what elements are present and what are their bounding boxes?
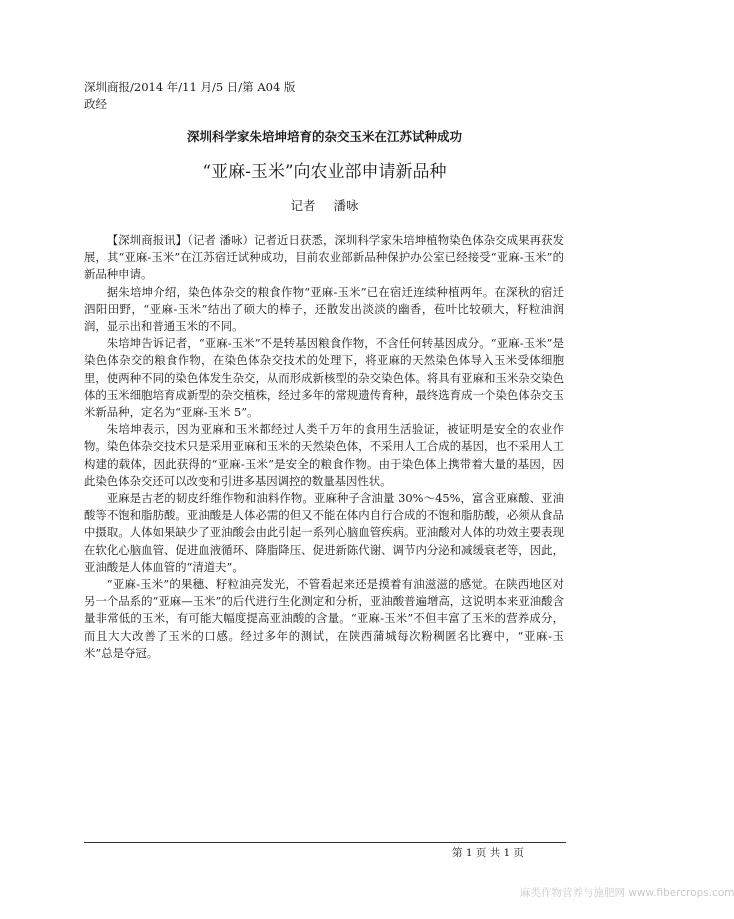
site-watermark: 麻类作物营养与施肥网 www.fibercrops.com bbox=[520, 887, 734, 899]
footer-divider bbox=[84, 842, 566, 843]
article-title: “亚麻-玉米”向农业部申请新品种 bbox=[202, 162, 447, 182]
paragraph: 据朱培坤介绍，染色体杂交的粮食作物“亚麻-玉米”已在宿迁连续种植两年。在深秋的宿迁泗阳田野，“亚麻-玉米”结出了硕大的棒子，还散发出淡淡的幽香，苞叶比较硕大，籽粒油润润，显示出和普通玉米的不同。 bbox=[84, 284, 564, 334]
paragraph: 朱培坤表示，因为亚麻和玉米都经过人类千万年的食用生活验证，被证明是安全的农业作物。染色体杂交技术只是采用亚麻和玉米的天然染色体，不采用人工合成的基因，也不采用人工构建的载体，因此获得的“亚麻-玉米”是安全的粮食作物。由于染色体上携带着大量的基因，因此染色体杂交还可以改变和引进多基因调控的数量基因性状。 bbox=[84, 422, 564, 488]
paragraph: “亚麻-玉米”的果穗、籽粒油亮发光，不管看起来还是摸着有油滋滋的感觉。在陕西地区对另一个品系的“亚麻—玉米”的后代进行生化测定和分析，亚油酸普遍增高，这说明本来亚油酸含量非常低的玉米，有可能大幅度提高亚油酸的含量。“亚麻-玉米”不但丰富了玉米的营养成分，而且大大改善了玉米的口感。经过多年的测试，在陕西蒲城每次粉稠匿名比赛中，“亚麻-玉米”总是夺冠。 bbox=[84, 577, 564, 660]
article-subtitle: 深圳科学家朱培坤培育的杂交玉米在江苏试种成功 bbox=[186, 129, 462, 144]
article-body bbox=[84, 232, 564, 662]
source-line: 深圳商报/2014 年/11 月/5 日/第 A04 版 bbox=[84, 80, 296, 94]
paragraph: 朱培坤告诉记者，“亚麻-玉米”不是转基因粮食作物，不含任何转基因成分。“亚麻-玉米”是染色体杂交的粮食作物，在染色体杂交技术的处理下，将亚麻的天然染色体导入玉米受体细胞里，使两种不同的染色体发生杂交，从而形成新核型的杂交染色体。将具有亚麻和玉米杂交染色体的玉米细胞培育成新型的杂交植株，经过多年的常规遗传育种，最终选育成一个染色体杂交玉米新品种，定名为“亚麻-玉米 5”。 bbox=[84, 336, 564, 420]
section-label: 政经 bbox=[84, 97, 107, 111]
paragraph: 亚麻是古老的韧皮纤维作物和油料作物。亚麻种子含油量 30%～45%，富含亚麻酸、亚油酸等不饱和脂肪酸。亚油酸是人体必需的但又不能在体内自行合成的不饱和脂肪酸，必须从食品中摄取。人体如果缺少了亚油酸会由此引起一系列心脑血管疾病。亚油酸对人体的功效主要表现在软化心脑血管、促进血液循环、降脂降压、促进新陈代谢、调节内分泌和减缓衰老等，因此，亚油酸是人体血管的“清道夫”。 bbox=[84, 491, 564, 574]
page-number: 第 1 页 共 1 页 bbox=[452, 847, 525, 859]
paragraph: 【深圳商报讯】（记者 潘咏）记者近日获悉，深圳科学家朱培坤植物染色体杂交成果再获发展，其“亚麻-玉米”在江苏宿迁试种成功，目前农业部新品种保护办公室已经接受“亚麻-玉米”的新品种申请。 bbox=[84, 233, 564, 282]
article-byline: 记者 潘咏 bbox=[290, 198, 359, 213]
